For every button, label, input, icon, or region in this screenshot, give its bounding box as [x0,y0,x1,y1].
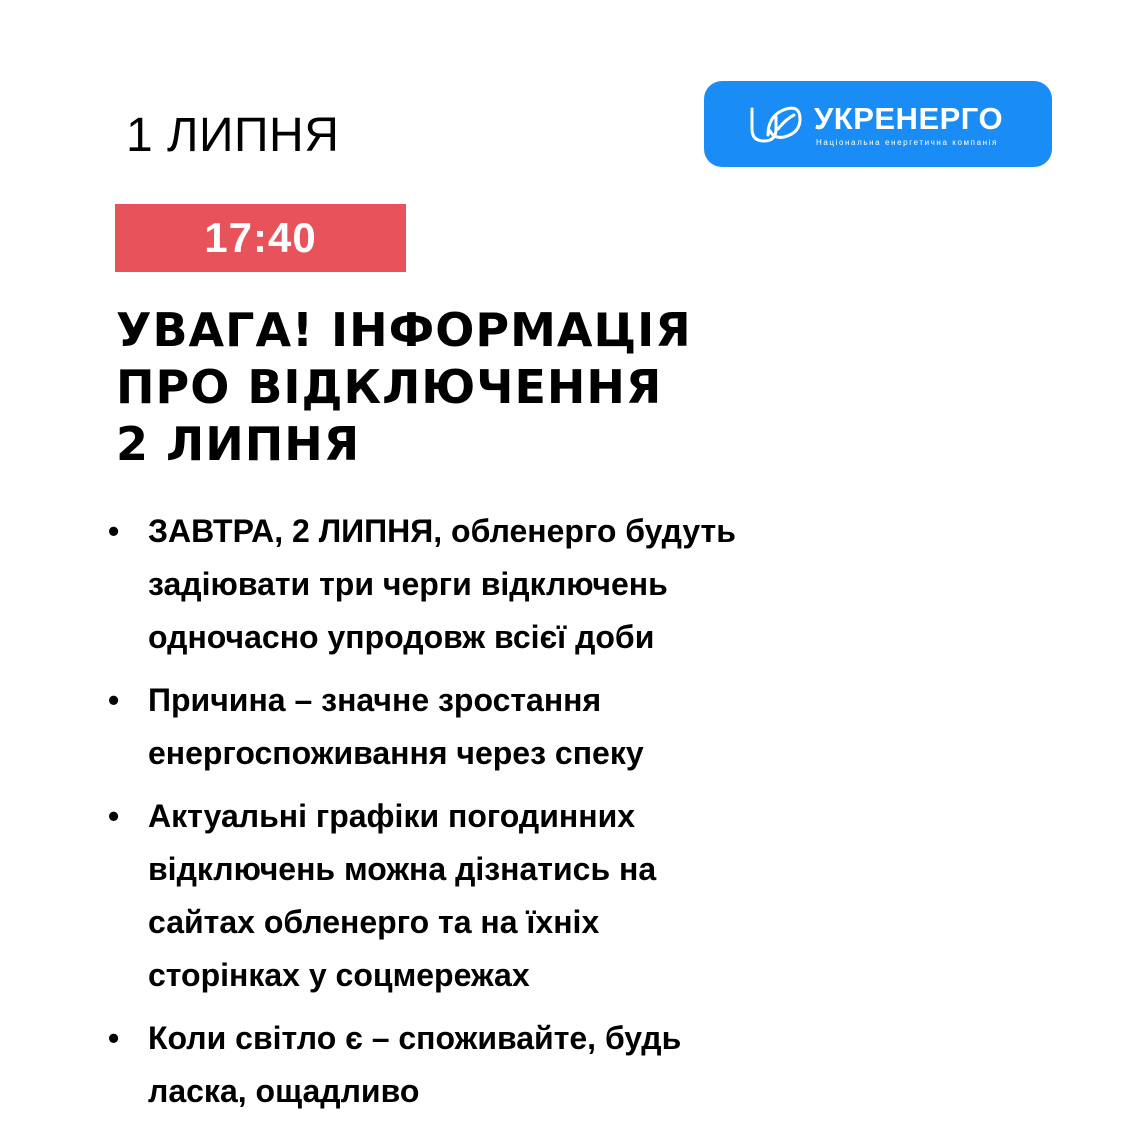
bullet-line: сторінках у соцмережах [148,957,530,993]
bullet-line: ЗАВТРА, 2 ЛИПНЯ, обленерго будуть [148,513,736,549]
headline-line: ПРО ВІДКЛЮЧЕННЯ [116,360,663,414]
headline [116,302,692,473]
bullet-line: ласка, ощадливо [148,1073,420,1109]
brand-badge [704,81,1052,167]
bullet-line: енергоспоживання через спеку [148,735,644,771]
bullet-item [108,790,868,1002]
bullet-dot: • [108,1020,120,1056]
bullet-item [108,505,868,664]
bullet-item [108,1012,868,1118]
bullet-line: Актуальні графіки погодинних [148,798,636,834]
bullet-line: Причина – значне зростання [148,682,602,718]
bullet-dot: • [108,682,120,718]
bullet-line: Коли світло є – споживайте, будь [148,1020,682,1056]
bullet-list [108,505,868,1128]
bullet-line: одночасно упродовж всієї доби [148,619,655,655]
bullet-line: задіювати три черги відключень [148,566,668,602]
bullet-line: сайтах обленерго та на їхніх [148,904,600,940]
ukrenergo-logo-icon [748,101,806,147]
bullet-item [108,674,868,780]
headline-line: 2 ЛИПНЯ [116,417,361,471]
brand-name: УКРЕНЕРГО [814,101,1004,136]
bullet-line: відключень можна дізнатись на [148,851,657,887]
bullet-dot: • [108,798,120,834]
bullet-dot: • [108,513,120,549]
date-label: 1 ЛИПНЯ [126,109,340,162]
brand-tagline: Національна енергетична компанія [816,138,998,147]
time-text: 17:40 [204,214,317,261]
time-badge [115,204,406,272]
headline-line: УВАГА! ІНФОРМАЦІЯ [116,303,692,357]
